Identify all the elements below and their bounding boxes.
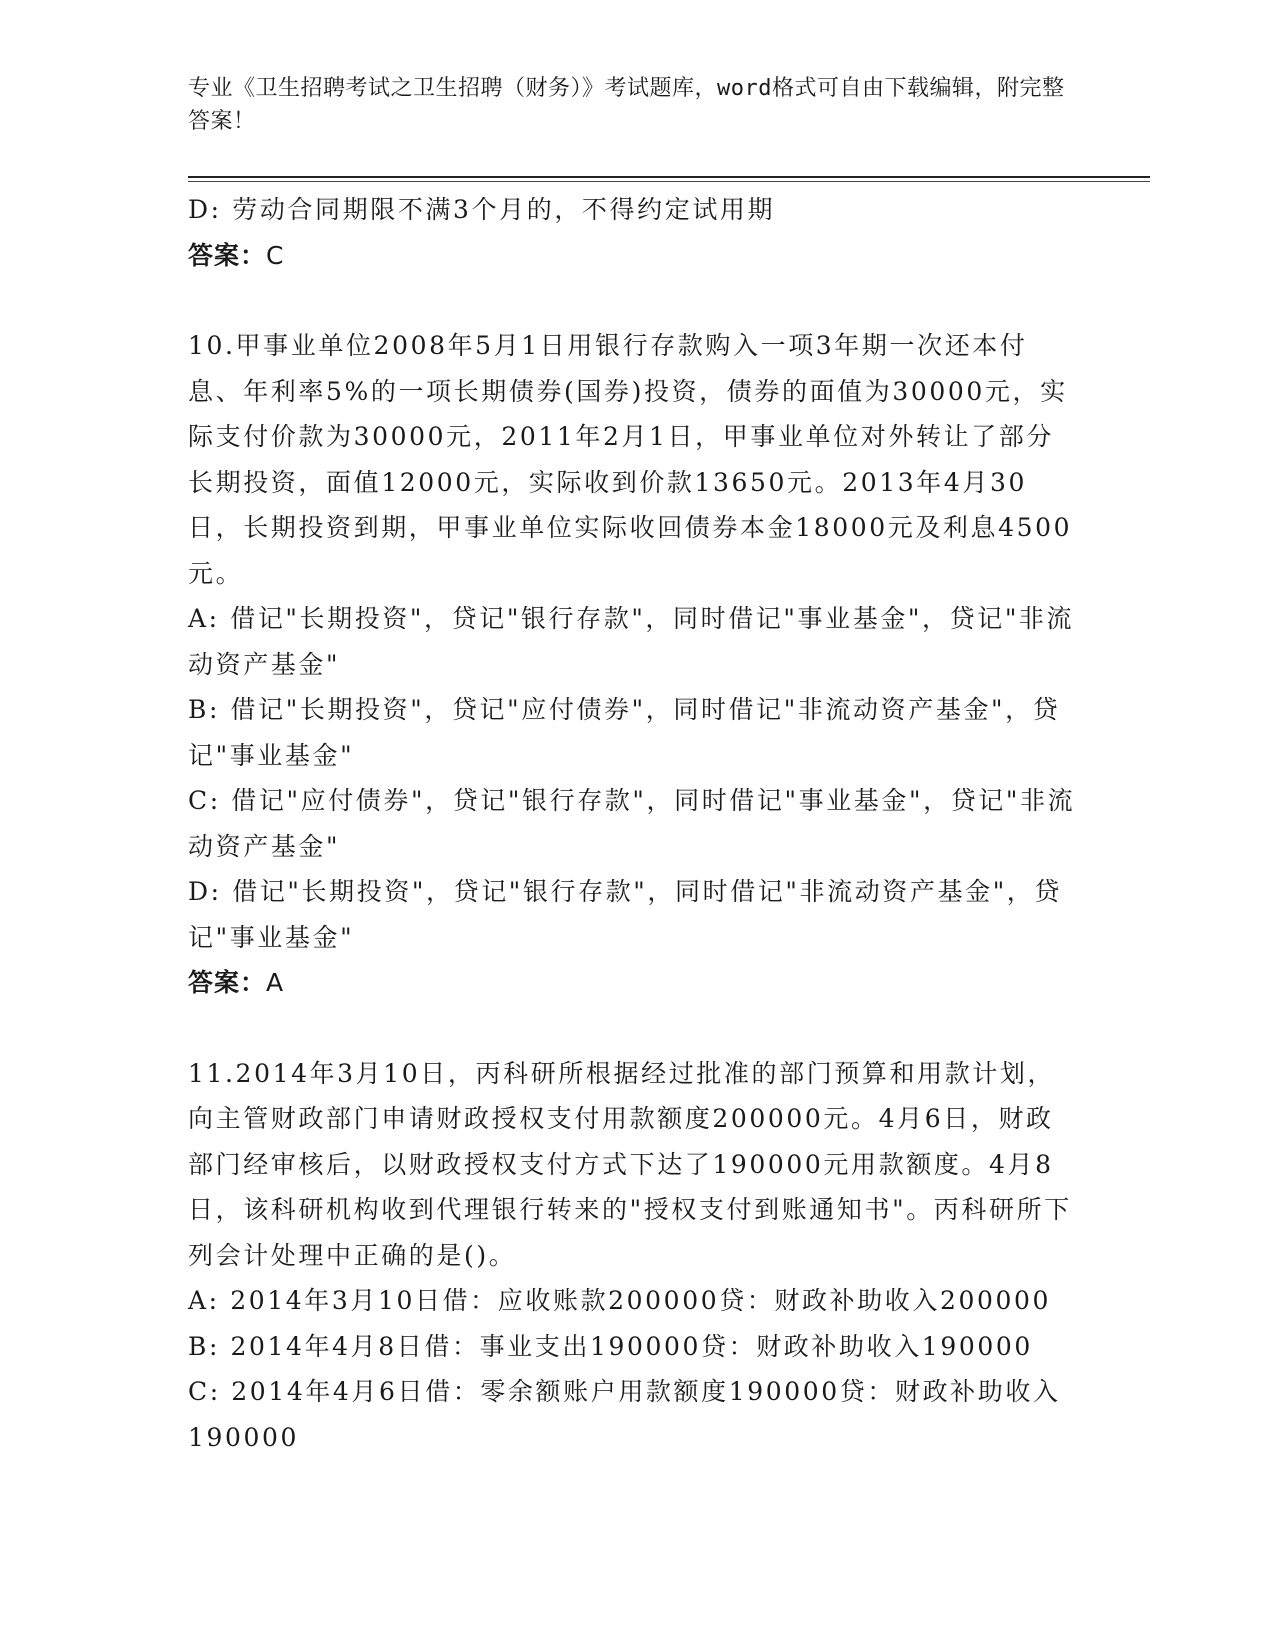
prev-option-d: D: 劳动合同期限不满3个月的，不得约定试用期 <box>188 195 776 224</box>
answer-value: A <box>266 968 285 997</box>
header-divider-thin <box>188 181 1150 182</box>
spacer <box>188 278 1078 323</box>
question-10-option-c: C: 借记"应付债券"，贷记"银行存款"，同时借记"事业基金"，贷记"非流动资产基金" <box>188 786 1076 861</box>
prev-answer <box>188 233 1078 279</box>
header-divider <box>188 176 1150 178</box>
answer-label: 答案： <box>188 240 267 270</box>
spacer <box>188 1006 1078 1051</box>
question-10-answer <box>188 960 1078 1006</box>
question-11-option-b: B: 2014年4月8日借：事业支出190000贷：财政补助收入190000 <box>188 1331 1033 1361</box>
question-10-stem: 10.甲事业单位2008年5月1日用银行存款购入一项3年期一次还本付息、年利率5%的一项长期债券(国券)投资，债券的面值为30000元，实际支付价款为30000元，2011年2月1日，甲事业单位对外转让了部分长期投资，面值12000元，实际收到价款13650元。2013年4月30日，长期投资到期，甲事业单位实际收回债券本金18000元及利息4500元。 <box>188 331 1073 588</box>
question-10-option-d: D: 借记"长期投资"，贷记"银行存款"，同时借记"非流动资产基金"，贷记"事业基金" <box>188 877 1063 952</box>
answer-label: 答案： <box>188 968 267 997</box>
question-10-option-a: A: 借记"长期投资"，贷记"银行存款"，同时借记"事业基金"，贷记"非流动资产基金" <box>188 604 1075 679</box>
page-header: 专业《卫生招聘考试之卫生招聘（财务）》考试题库，word格式可自由下载编辑，附完整答案！ <box>188 76 1065 134</box>
question-10-option-b: B: 借记"长期投资"，贷记"应付债券"，同时借记"非流动资产基金"，贷记"事业基金" <box>188 695 1061 770</box>
question-content <box>188 187 1078 1460</box>
question-11-option-a: A: 2014年3月10日借：应收账款200000贷：财政补助收入200000 <box>188 1286 1052 1315</box>
answer-value: C <box>266 240 285 270</box>
question-11-option-c: C: 2014年4月6日借：零余额账户用款额度190000贷：财政补助收入190000 <box>188 1377 1061 1452</box>
question-11-stem: 11.2014年3月10日，丙科研所根据经过批准的部门预算和用款计划，向主管财政部门申请财政授权支付用款额度200000元。4月6日，财政部门经审核后，以财政授权支付方式下达了190000元用款额度。4月8日，该科研机构收到代理银行转来的"授权支付到账通知书"。丙科研所下列会计处理中正确的是()。 <box>188 1058 1072 1270</box>
